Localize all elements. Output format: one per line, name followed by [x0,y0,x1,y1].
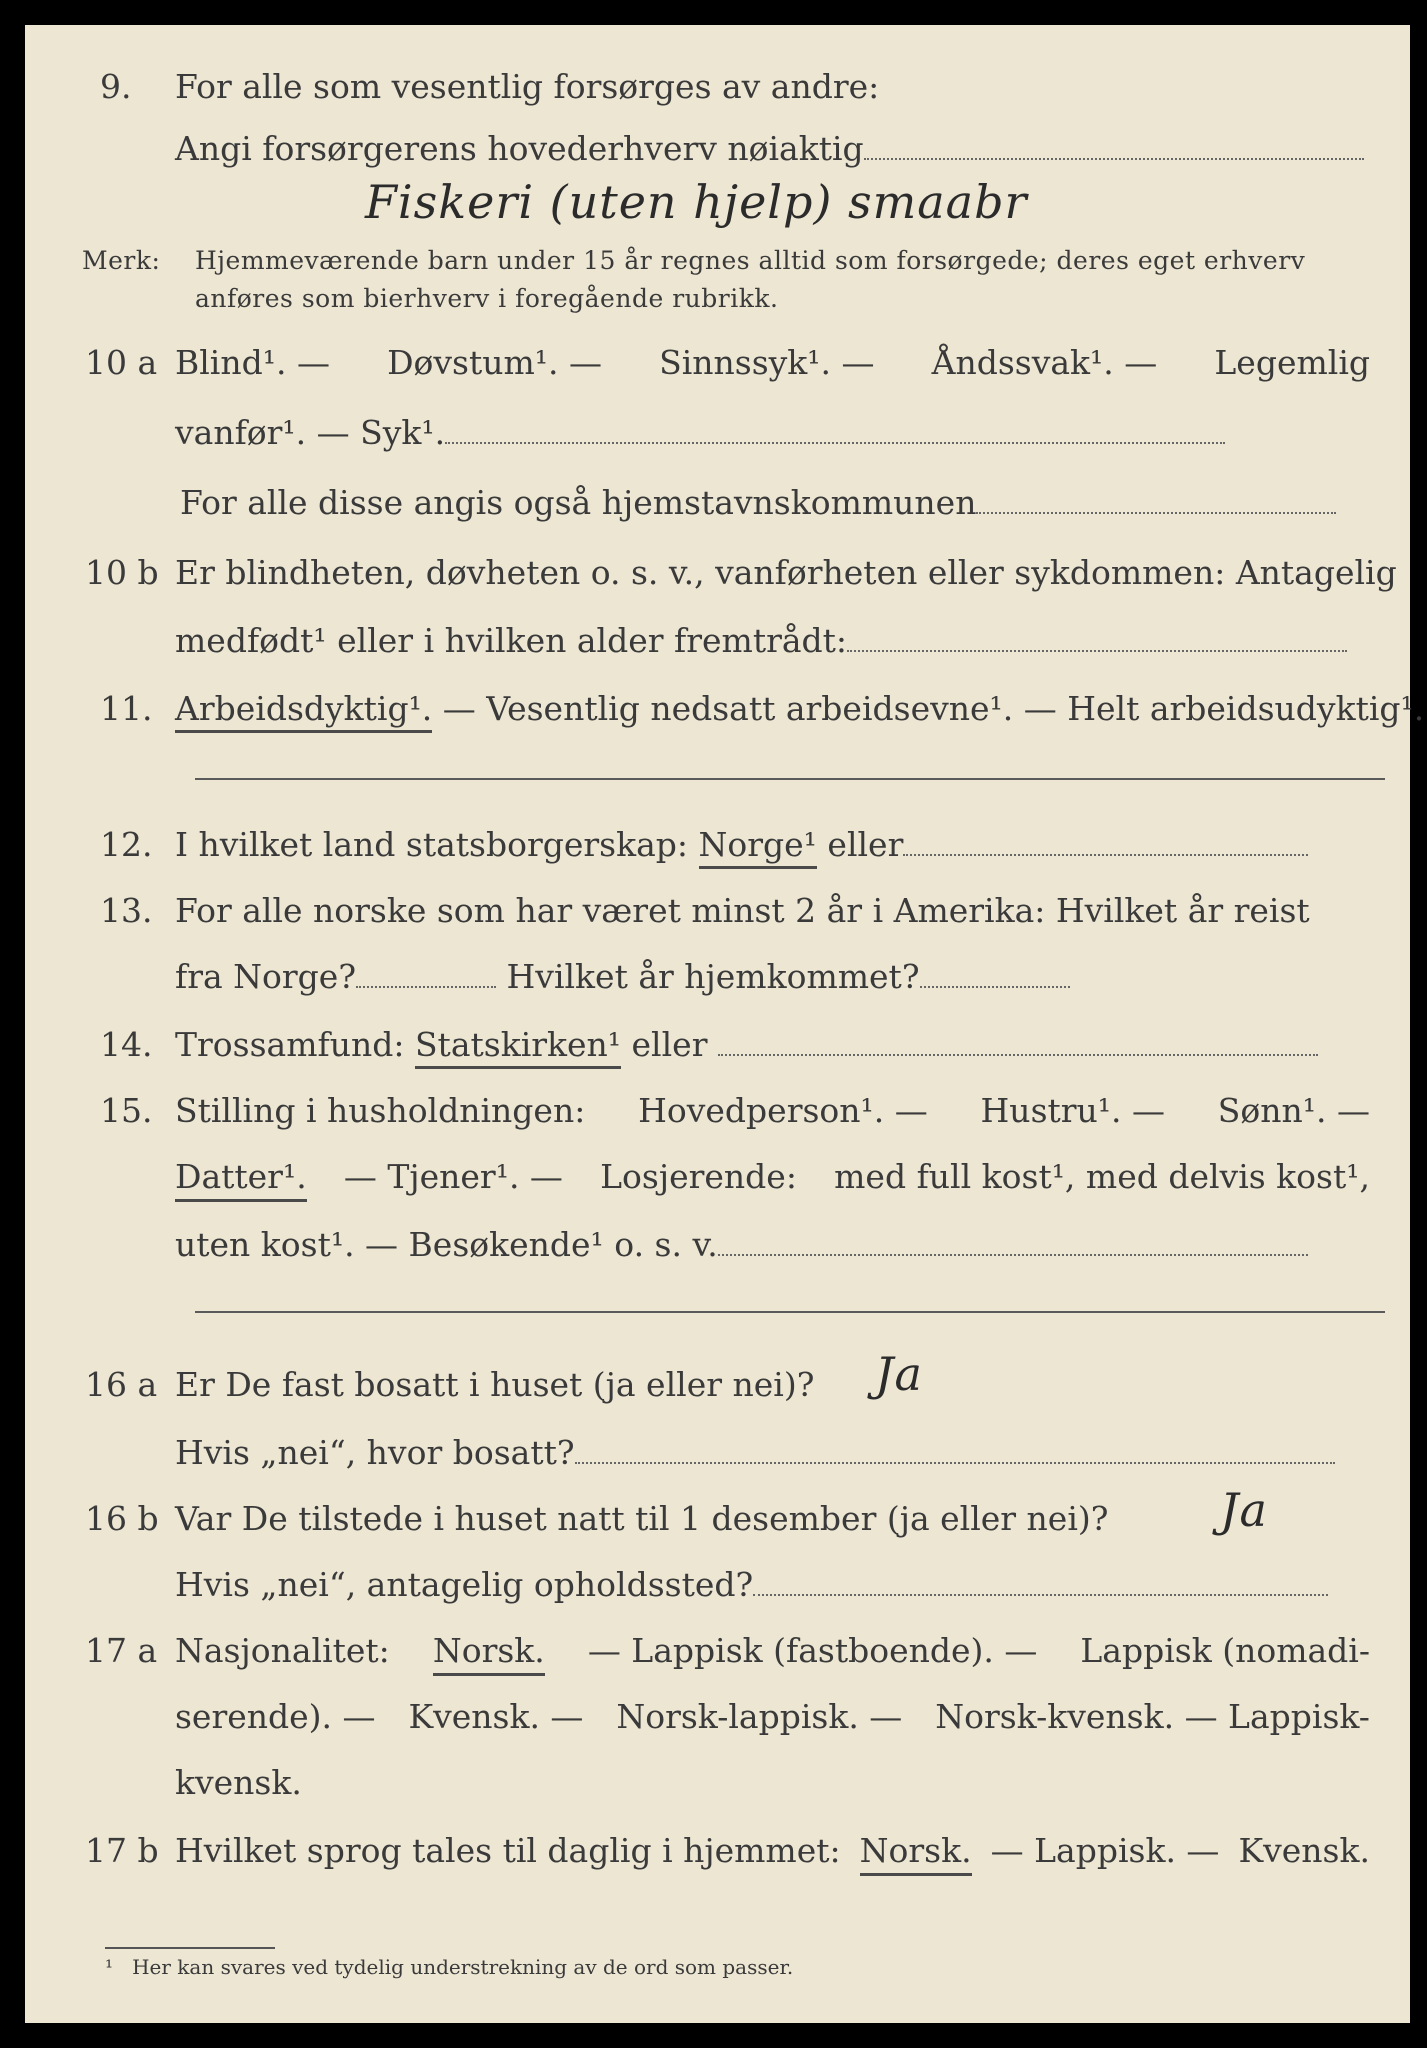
item-13-question: For alle norske som har været minst 2 år i Amerika: Hvilket år reist [175,891,1310,930]
item-13-line2-text [175,957,1070,997]
item-16b-number: 16 b [85,1499,159,1538]
item-16b-question: Var De tilstede i huset natt til 1 desember (ja eller nei)? [175,1499,1109,1538]
option-other[interactable]: — Vesentlig nedsatt arbeidsevne¹. — Helt arbeidsudyktig¹. [442,689,1425,728]
option-datter-underlined[interactable]: Datter¹. [175,1157,307,1202]
item-17a-line2-options [175,1697,1370,1737]
option-norsk-lappisk[interactable]: Norsk-lappisk. — [616,1697,903,1736]
option-kvensk[interactable]: Kvensk. [1238,1831,1370,1870]
footnote-text: Her kan svares ved tydelig understrekning av de ord som passer. [132,1955,794,1979]
option-eller: eller [827,825,904,864]
option-norsk-underlined[interactable]: Norsk. [860,1831,972,1876]
item-11-number: 11. [100,689,153,728]
answer-line[interactable] [718,1228,1308,1256]
item-13-returned: Hvilket år hjemkommet? [506,957,920,996]
item-10a-prompt: For alle disse angis også hjemstavnskommunen [180,483,977,522]
answer-line[interactable] [976,486,1336,514]
item-16a-number: 16 a [85,1365,158,1404]
item-13-number: 13. [100,891,153,930]
item-15-prompt: Stilling i husholdningen: [175,1091,586,1130]
item-14-prompt: Trossamfund: [175,1025,405,1064]
footnote [105,1955,793,1979]
item-11-options [175,689,1424,729]
answer-line[interactable] [718,1028,1318,1056]
answer-line[interactable] [847,624,1347,652]
answer-line[interactable] [864,132,1364,160]
item-9-number: 9. [100,67,132,106]
item-14-number: 14. [100,1025,153,1064]
option-statskirken-underlined[interactable]: Statskirken¹ [415,1025,621,1069]
item-15-line2-options [175,1157,1370,1202]
item-10a-options [175,343,1370,383]
option-dovstum[interactable]: Døvstum¹. — [387,343,602,382]
item-17a-prompt: Nasjonalitet: [175,1631,390,1670]
answer-line[interactable] [920,960,1070,988]
item-12-prompt: I hvilket land statsborgerskap: [175,825,689,864]
item-12-text [175,825,1308,865]
item-9-prompt: Angi forsørgerens hovederhverv nøiaktig [175,129,864,168]
divider-line [195,778,1385,780]
option-kost[interactable]: med full kost¹, med delvis kost¹, [834,1157,1370,1196]
item-10a-number: 10 a [85,343,158,382]
merk-text-line1: Hjemmeværende barn under 15 år regnes alltid som forsørgede; deres eget erhverv [195,246,1306,275]
option-norsk-underlined[interactable]: Norsk. [433,1631,545,1676]
divider-line [195,1311,1385,1313]
item-10b-line2-text [175,621,1347,661]
item-16a-handwritten-answer: Ja [875,1347,923,1401]
item-17b-number: 17 b [85,1831,159,1870]
option-kvensk[interactable]: Kvensk. — [408,1697,584,1736]
item-10b-question: Er blindheten, døvheten o. s. v., vanførheten eller sykdommen: Antagelig [175,553,1397,592]
option-hustru[interactable]: Hustru¹. — [980,1091,1165,1130]
option-vanfor-syk[interactable]: vanfør¹. — Syk¹. [175,413,446,452]
option-serende[interactable]: serende). — [175,1697,376,1736]
option-norge-underlined[interactable]: Norge¹ [699,825,817,869]
item-16b-handwritten-answer: Ja [1220,1483,1268,1537]
footnote-rule [105,1947,275,1949]
item-9-handwritten-answer: Fiskeri (uten hjelp) smaabr [365,175,1028,229]
option-sinnssyk[interactable]: Sinnssyk¹. — [659,343,875,382]
item-9-line2-text [175,129,1364,169]
option-legemlig[interactable]: Legemlig [1214,343,1370,382]
item-10a-line2-text [175,413,1225,453]
item-16b-line2-text [175,1565,1328,1605]
answer-line[interactable] [753,1568,1328,1596]
option-lappisk-kvensk[interactable]: kvensk. [175,1763,302,1802]
item-9-question: For alle som vesentlig forsørges av andre: [175,67,880,106]
census-form-page [25,25,1425,2023]
merk-label: Merk: [82,246,161,275]
option-arbeidsdyktig-underlined[interactable]: Arbeidsdyktig¹. [175,689,432,733]
item-17b-options [175,1831,1370,1876]
footnote-marker: ¹ [105,1955,114,1979]
merk-text-line2: anføres som bierhverv i foregående rubrikk. [195,284,779,313]
option-hovedperson[interactable]: Hovedperson¹. — [638,1091,928,1130]
option-eller: eller [631,1025,708,1064]
item-16a-prompt: Hvis „nei“, hvor bosatt? [175,1433,575,1472]
item-10a-line3-text [180,483,1336,523]
item-16a-line2-text [175,1433,1335,1473]
item-15-options [175,1091,1370,1131]
item-10b-prompt: medfødt¹ eller i hvilken alder fremtrådt: [175,621,848,660]
item-14-text [175,1025,1318,1065]
item-17a-number: 17 a [85,1631,158,1670]
item-15-line3-text [175,1225,1308,1265]
option-losjerende[interactable]: Losjerende: [600,1157,797,1196]
item-10b-number: 10 b [85,553,159,592]
option-norsk-kvensk[interactable]: Norsk-kvensk. — Lappisk- [935,1697,1370,1736]
item-17b-prompt: Hvilket sprog tales til daglig i hjemmet: [175,1831,841,1870]
item-15-number: 15. [100,1091,153,1130]
item-16a-question: Er De fast bosatt i huset (ja eller nei)? [175,1365,815,1404]
item-13-from-norway: fra Norge? [175,957,357,996]
option-andssvak[interactable]: Åndssvak¹. — [931,343,1158,382]
option-uten-kost-besokende[interactable]: uten kost¹. — Besøkende¹ o. s. v. [175,1225,718,1264]
answer-line[interactable] [575,1436,1335,1464]
answer-line[interactable] [903,828,1308,856]
option-lappisk[interactable]: — Lappisk. — [990,1831,1220,1870]
option-lappisk-fastboende[interactable]: — Lappisk (fastboende). — [587,1631,1038,1670]
answer-line[interactable] [356,960,496,988]
item-16b-prompt: Hvis „nei“, antagelig opholdssted? [175,1565,754,1604]
option-lappisk-nomadi[interactable]: Lappisk (nomadi- [1080,1631,1370,1670]
option-sonn[interactable]: Sønn¹. — [1217,1091,1370,1130]
answer-line[interactable] [445,416,1225,444]
option-tjener[interactable]: — Tjener¹. — [343,1157,563,1196]
option-blind[interactable]: Blind¹. — [175,343,330,382]
item-12-number: 12. [100,825,153,864]
item-17a-options [175,1631,1370,1676]
